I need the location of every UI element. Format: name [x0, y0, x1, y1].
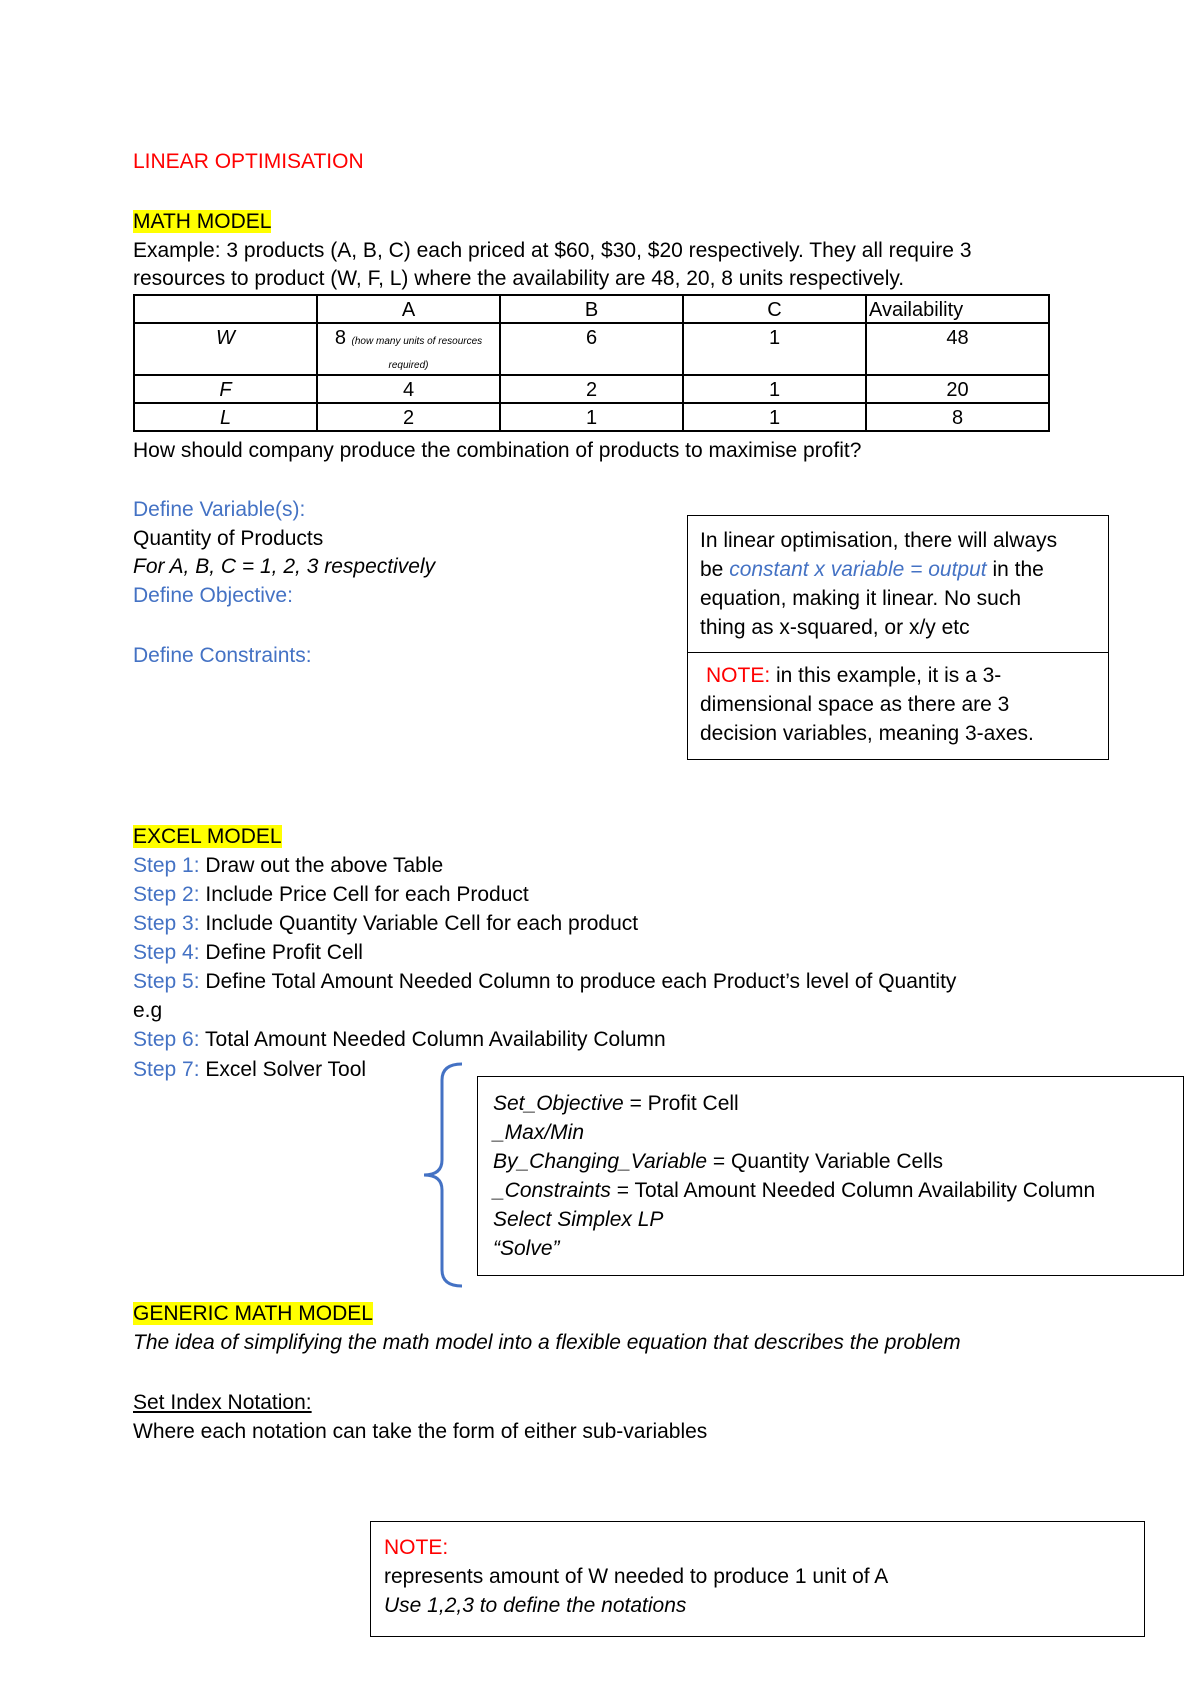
table-cell: 6 — [500, 323, 683, 375]
linear-box-line: thing as x-squared, or x/y etc — [700, 616, 970, 639]
step-text: Define Total Amount Needed Column to produce each Product’s level of Quantity — [199, 970, 957, 993]
step-7 — [133, 1056, 366, 1083]
table-cell: 1 — [683, 375, 866, 403]
example-line-2: resources to product (W, F, L) where the availability are 48, 20, 8 units respectively. — [133, 267, 905, 290]
linear-box-formula: constant x variable = output — [729, 558, 987, 581]
linear-box-line: equation, making it linear. No such — [700, 587, 1022, 610]
solver-value: = Quantity Variable Cells — [707, 1150, 944, 1173]
linear-box-line: In linear optimisation, there will always — [700, 529, 1058, 552]
set-index-notation-heading: Set Index Notation: — [133, 1391, 312, 1414]
table-cell — [317, 323, 500, 375]
table-cell: 1 — [500, 403, 683, 431]
table-row-label: W — [134, 323, 317, 375]
excel-model-heading — [133, 823, 282, 850]
variables-definition: For A, B, C = 1, 2, 3 respectively — [133, 555, 436, 578]
step-6 — [133, 1026, 666, 1053]
step-label: Step 4: — [133, 941, 200, 964]
curly-brace-icon — [410, 1060, 470, 1290]
note-line — [700, 661, 1108, 690]
note-label: NOTE: — [384, 1536, 449, 1559]
step-text: Include Price Cell for each Product — [199, 883, 529, 906]
solver-line: “Solve” — [493, 1237, 560, 1260]
table-cell-value: 8 — [334, 327, 346, 349]
math-model-heading — [133, 208, 271, 235]
dimension-note-box — [687, 652, 1109, 760]
set-index-description: Where each notation can take the form of either sub-variables — [133, 1420, 708, 1443]
step-4 — [133, 939, 363, 966]
table-cell: 1 — [683, 323, 866, 375]
linear-box-line — [700, 555, 1108, 584]
solver-value: = Total Amount Needed Column Availability Column — [610, 1179, 1096, 1202]
eg-label: e.g — [133, 999, 163, 1022]
define-constraints-heading: Define Constraints: — [133, 644, 312, 667]
note-line: decision variables, meaning 3-axes. — [700, 722, 1034, 745]
step-text: Excel Solver Tool — [199, 1058, 367, 1081]
table-cell: 2 — [500, 375, 683, 403]
note-line: Use 1,2,3 to define the notations — [384, 1594, 687, 1617]
table-header-cell: Availability — [866, 295, 1049, 323]
table-row — [134, 375, 1049, 403]
table-header-row — [134, 295, 1049, 323]
table-header-cell — [134, 295, 317, 323]
define-variables-heading: Define Variable(s): — [133, 498, 306, 521]
resource-table — [133, 294, 1050, 432]
solver-settings-box — [477, 1076, 1184, 1276]
note-line: dimensional space as there are 3 — [700, 693, 1010, 716]
generic-model-heading — [133, 1300, 373, 1327]
solver-line — [493, 1176, 1183, 1205]
linear-box-text: in the — [986, 558, 1044, 581]
excel-model-heading-text: EXCEL MODEL — [133, 825, 282, 848]
solver-param: By_Changing_Variable — [493, 1150, 708, 1173]
table-header-cell: B — [500, 295, 683, 323]
table-cell: 2 — [317, 403, 500, 431]
note-label: NOTE: — [706, 664, 771, 687]
linear-box-text: be — [700, 558, 730, 581]
table-cell: 1 — [683, 403, 866, 431]
note-text: in this example, it is a 3- — [770, 664, 1002, 687]
step-text: Include Quantity Variable Cell for each product — [199, 912, 639, 935]
step-label: Step 5: — [133, 970, 200, 993]
note-line: represents amount of W needed to produce 1 unit of A — [384, 1565, 889, 1588]
table-header-cell: C — [683, 295, 866, 323]
step-label: Step 3: — [133, 912, 200, 935]
step-5 — [133, 968, 956, 995]
define-objective-heading: Define Objective: — [133, 584, 293, 607]
solver-param: _Constraints — [493, 1179, 611, 1202]
step-1 — [133, 852, 443, 879]
step-label: Step 7: — [133, 1058, 200, 1081]
step-label: Step 2: — [133, 883, 200, 906]
solver-param: Set_Objective — [493, 1092, 624, 1115]
document-title: LINEAR OPTIMISATION — [133, 150, 364, 173]
notation-note-box — [370, 1521, 1145, 1637]
table-cell: 48 — [866, 323, 1049, 375]
table-row — [134, 323, 1049, 375]
table-cell: 4 — [317, 375, 500, 403]
table-header-cell: A — [317, 295, 500, 323]
table-cell-note: (how many units of resources required) — [351, 336, 483, 371]
example-line-1: Example: 3 products (A, B, C) each priced at $60, $30, $20 respectively. They all require 3 — [133, 239, 972, 262]
step-text: Define Profit Cell — [199, 941, 363, 964]
solver-value: = Profit Cell — [623, 1092, 739, 1115]
linear-optimisation-box — [687, 515, 1109, 653]
table-row — [134, 403, 1049, 431]
step-3 — [133, 910, 638, 937]
table-cell: 20 — [866, 375, 1049, 403]
profit-question: How should company produce the combination of products to maximise profit? — [133, 439, 862, 462]
solver-line: Select Simplex LP — [493, 1208, 664, 1231]
table-row-label: F — [134, 375, 317, 403]
generic-model-heading-text: GENERIC MATH MODEL — [133, 1302, 373, 1325]
table-cell: 8 — [866, 403, 1049, 431]
generic-model-description: The idea of simplifying the math model into a flexible equation that describes the problem — [133, 1331, 961, 1354]
step-label: Step 6: — [133, 1028, 200, 1051]
solver-line — [493, 1147, 1183, 1176]
solver-line: _Max/Min — [493, 1121, 585, 1144]
step-text: Draw out the above Table — [199, 854, 444, 877]
step-text: Total Amount Needed Column Availability Column — [199, 1028, 666, 1051]
step-2 — [133, 881, 529, 908]
solver-line — [493, 1089, 1183, 1118]
table-row-label: L — [134, 403, 317, 431]
quantity-of-products: Quantity of Products — [133, 527, 324, 550]
step-label: Step 1: — [133, 854, 200, 877]
math-model-heading-text: MATH MODEL — [133, 210, 272, 233]
